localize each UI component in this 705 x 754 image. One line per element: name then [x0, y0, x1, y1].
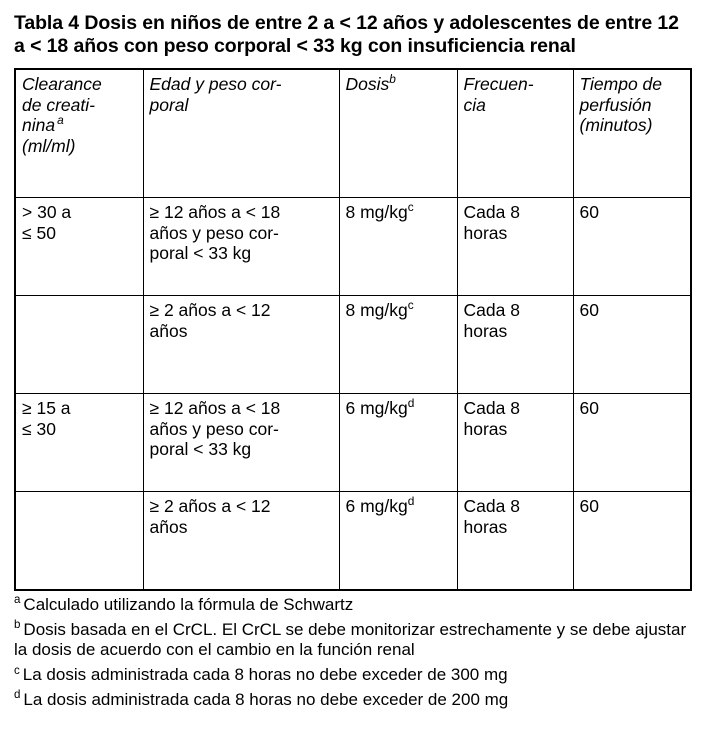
cell-line: Cada 8	[463, 496, 520, 516]
cell-line: ≥ 2 años a < 12	[149, 300, 271, 320]
footnote-marker-d: d	[407, 396, 415, 411]
footnote-marker-a: a	[57, 113, 64, 128]
cell-dose	[339, 394, 457, 492]
cell-frequency	[457, 394, 573, 492]
footnote-b	[14, 620, 693, 661]
header-line: Frecuen-	[463, 74, 534, 94]
cell-age-and-body-weight	[143, 198, 339, 296]
cell-line: horas	[463, 516, 508, 537]
column-header-frequency	[457, 69, 573, 198]
cell-infusion-time: 60	[573, 492, 691, 591]
cell-line: años	[149, 516, 188, 537]
header-line: Dosis	[345, 74, 390, 94]
dosing-table	[14, 68, 692, 591]
column-header-creatinine-clearance	[15, 69, 143, 198]
cell-age-and-body-weight	[143, 296, 339, 394]
header-line: (ml/ml)	[22, 135, 76, 156]
table-header-row	[15, 69, 691, 198]
cell-line: ≤ 50	[22, 222, 56, 243]
column-header-dose	[339, 69, 457, 198]
cell-line: Cada 8	[463, 202, 520, 222]
cell-infusion-time: 60	[573, 198, 691, 296]
cell-age-and-body-weight	[143, 492, 339, 591]
cell-line: ≤ 30	[22, 418, 56, 439]
cell-line: horas	[463, 320, 508, 341]
header-line: poral	[149, 94, 189, 115]
header-line: Clearance	[22, 74, 102, 94]
cell-line: años y peso cor-	[149, 222, 279, 243]
cell-line: 6 mg/kg	[345, 398, 408, 418]
cell-line: Cada 8	[463, 398, 520, 418]
table-row	[15, 198, 691, 296]
cell-creatinine-clearance	[15, 394, 143, 492]
footnote-marker-c: c	[407, 200, 414, 215]
footnote-marker-d: d	[407, 494, 415, 509]
column-header-infusion-time	[573, 69, 691, 198]
footnote-text: Calculado utilizando la fórmula de Schwartz	[23, 595, 354, 614]
cell-line: ≥ 12 años a < 18	[149, 398, 281, 418]
header-line: (minutos)	[579, 115, 653, 136]
table-row	[15, 394, 691, 492]
footnote-text: Dosis basada en el CrCL. El CrCL se debe monitorizar estrechamente y se debe ajustar la dosis de acuerdo con el cambio en la función renal	[14, 619, 687, 660]
cell-line: horas	[463, 222, 508, 243]
footnotes	[14, 595, 693, 711]
cell-frequency	[457, 296, 573, 394]
cell-age-and-body-weight	[143, 394, 339, 492]
cell-line: 8 mg/kg	[345, 202, 408, 222]
footnote-marker-c: c	[14, 664, 20, 677]
cell-dose	[339, 296, 457, 394]
footnote-c	[14, 665, 693, 686]
cell-line: poral < 33 kg	[149, 243, 252, 264]
footnote-marker-d: d	[14, 689, 21, 702]
footnote-marker-b: b	[14, 619, 21, 632]
cell-line: 6 mg/kg	[345, 496, 408, 516]
cell-creatinine-clearance	[15, 296, 143, 394]
footnote-text: La dosis administrada cada 8 horas no debe exceder de 300 mg	[22, 665, 508, 685]
cell-line: 8 mg/kg	[345, 300, 408, 320]
table-row	[15, 296, 691, 394]
cell-line: Cada 8	[463, 300, 520, 320]
header-line: de creati-	[22, 94, 95, 115]
footnote-marker-c: c	[407, 298, 414, 313]
cell-line: ≥ 2 años a < 12	[149, 496, 271, 516]
footnote-d	[14, 690, 693, 711]
header-line: Edad y peso cor-	[149, 74, 282, 94]
cell-line: horas	[463, 418, 508, 439]
column-header-age-and-body-weight	[143, 69, 339, 198]
page-title: Tabla 4 Dosis en niños de entre 2 a < 12 años y adolescentes de entre 12 a < 18 años con peso corporal < 33 kg con insuficiencia renal	[14, 12, 679, 57]
cell-frequency	[457, 198, 573, 296]
cell-dose	[339, 492, 457, 591]
table-row	[15, 492, 691, 591]
cell-line: años y peso cor-	[149, 418, 279, 439]
footnote-marker-b: b	[389, 72, 396, 87]
cell-line: ≥ 12 años a < 18	[149, 202, 281, 222]
cell-infusion-time: 60	[573, 296, 691, 394]
header-line: cia	[463, 94, 486, 115]
cell-line: > 30 a	[22, 202, 72, 222]
cell-line: ≥ 15 a	[22, 398, 71, 418]
cell-creatinine-clearance	[15, 198, 143, 296]
cell-frequency	[457, 492, 573, 591]
footnote-marker-a: a	[14, 594, 21, 607]
cell-line: años	[149, 320, 188, 341]
cell-creatinine-clearance	[15, 492, 143, 591]
footnote-text: La dosis administrada cada 8 horas no debe exceder de 200 mg	[23, 689, 509, 709]
footnote-a	[14, 595, 693, 616]
header-line: perfusión	[579, 94, 652, 115]
cell-dose	[339, 198, 457, 296]
header-line: nina	[22, 115, 56, 136]
cell-line: poral < 33 kg	[149, 439, 252, 460]
header-line: Tiempo de	[579, 74, 663, 94]
cell-infusion-time: 60	[573, 394, 691, 492]
